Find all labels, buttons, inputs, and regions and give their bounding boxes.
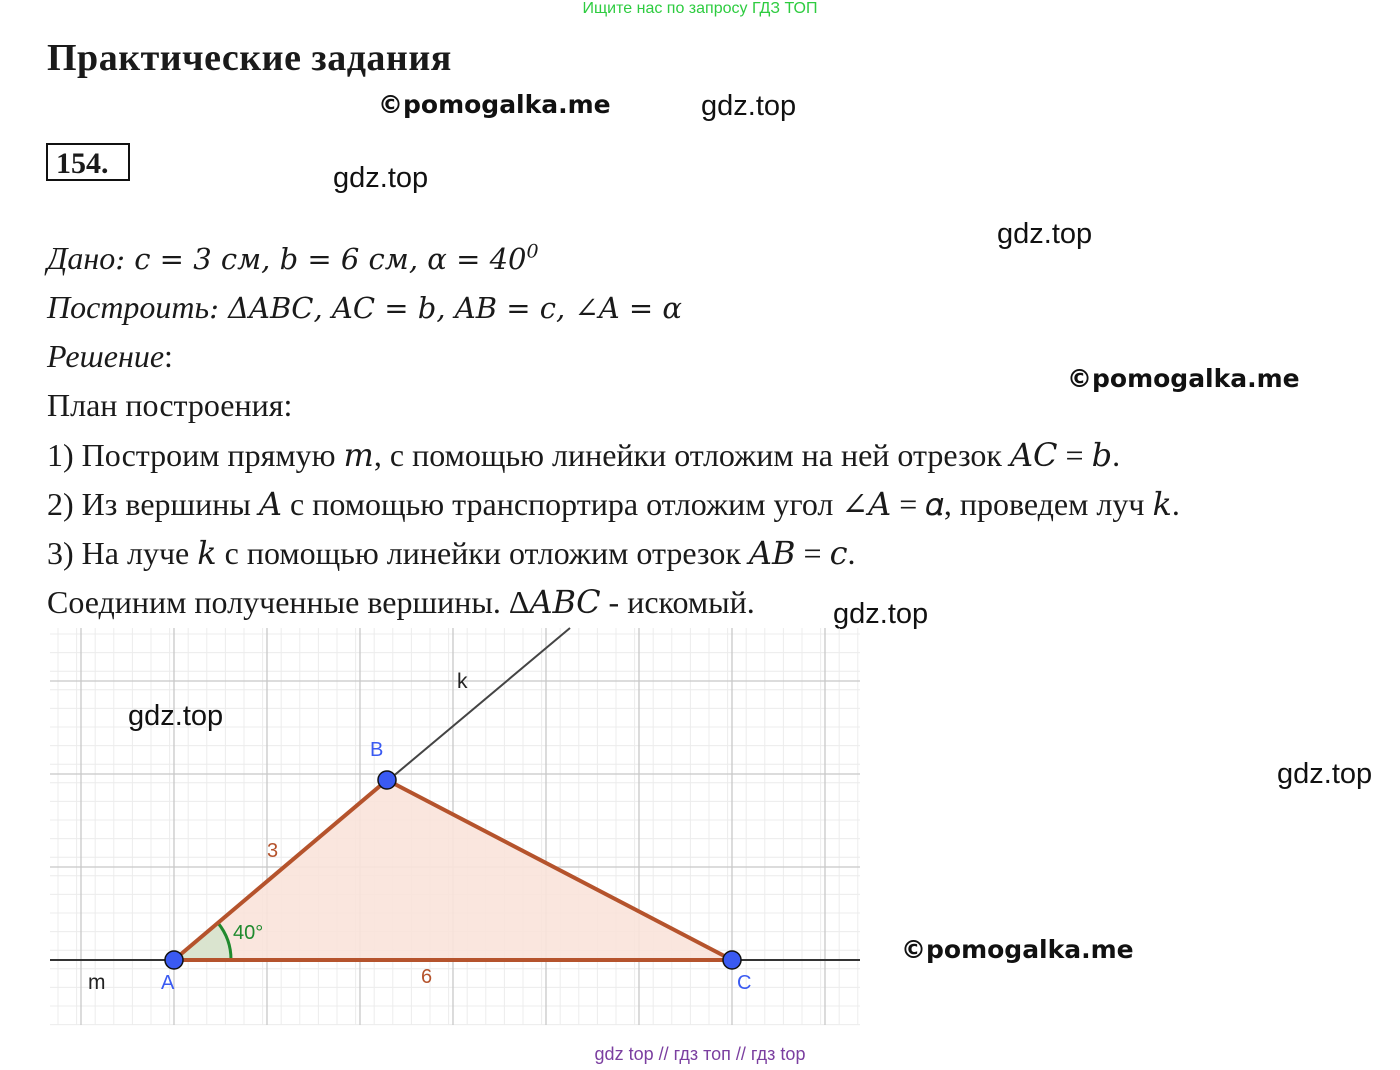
- watermark-pomogalka: ©pomogalka.me: [901, 935, 1134, 964]
- point-c: [723, 951, 741, 969]
- step-1: 1) Построим прямую 𝑚, с помощью линейки отложим на ней отрезок 𝐴𝐶 = 𝑏.: [47, 437, 1121, 473]
- given-label: Дано: [47, 240, 116, 276]
- watermark-gdz: gdz.top: [333, 162, 429, 194]
- given-degree: 0: [526, 240, 539, 263]
- label-c: C: [737, 972, 752, 994]
- label-a: A: [161, 972, 175, 994]
- step-2: 2) Из вершины 𝐴 с помощью транспортира отложим угол ∠𝐴 = 𝛼, проведем луч 𝑘.: [47, 486, 1180, 522]
- watermark-gdz: gdz.top: [1277, 758, 1373, 790]
- solution-line: Решение:: [47, 338, 173, 374]
- top-banner: Ищите нас по запросу ГДЗ ТОП: [582, 0, 818, 17]
- watermark-gdz: gdz.top: [997, 218, 1093, 250]
- plan-label: План построения:: [47, 387, 293, 423]
- label-k: k: [457, 670, 468, 693]
- construct-text: : Δ𝐴𝐵𝐶, 𝐴𝐶 = 𝑏, 𝐴𝐵 = 𝑐, ∠𝐴 = 𝛼: [209, 291, 683, 325]
- watermark-gdz: gdz.top: [128, 700, 224, 732]
- watermark-gdz: gdz.top: [833, 598, 929, 630]
- construct-label: Построить: [47, 289, 210, 325]
- label-m: m: [88, 971, 106, 994]
- label-b: B: [370, 739, 384, 761]
- label-side-ab: 3: [267, 840, 279, 862]
- label-side-ac: 6: [421, 966, 433, 988]
- given-text: : 𝑐 = 3 см, 𝑏 = 6 см, 𝛼 = 40: [115, 242, 527, 276]
- conclusion: Соединим полученные вершины. Δ𝐴𝐵𝐶 - искомый.: [47, 584, 755, 620]
- watermark-pomogalka: ©pomogalka.me: [1067, 364, 1300, 393]
- label-angle: 40°: [233, 922, 264, 944]
- page-title: Практические задания: [47, 37, 452, 79]
- task-number: 154.: [46, 143, 130, 181]
- watermark-pomogalka: ©pomogalka.me: [378, 90, 611, 119]
- point-b: [378, 771, 396, 789]
- solution-label: Решение: [47, 338, 165, 374]
- point-a: [165, 951, 183, 969]
- step-3: 3) На луче 𝑘 с помощью линейки отложим отрезок 𝐴𝐵 = 𝑐.: [47, 535, 856, 571]
- watermark-gdz: gdz.top: [701, 90, 797, 122]
- footer-links: gdz top // гдз топ // гдз top: [594, 1044, 806, 1064]
